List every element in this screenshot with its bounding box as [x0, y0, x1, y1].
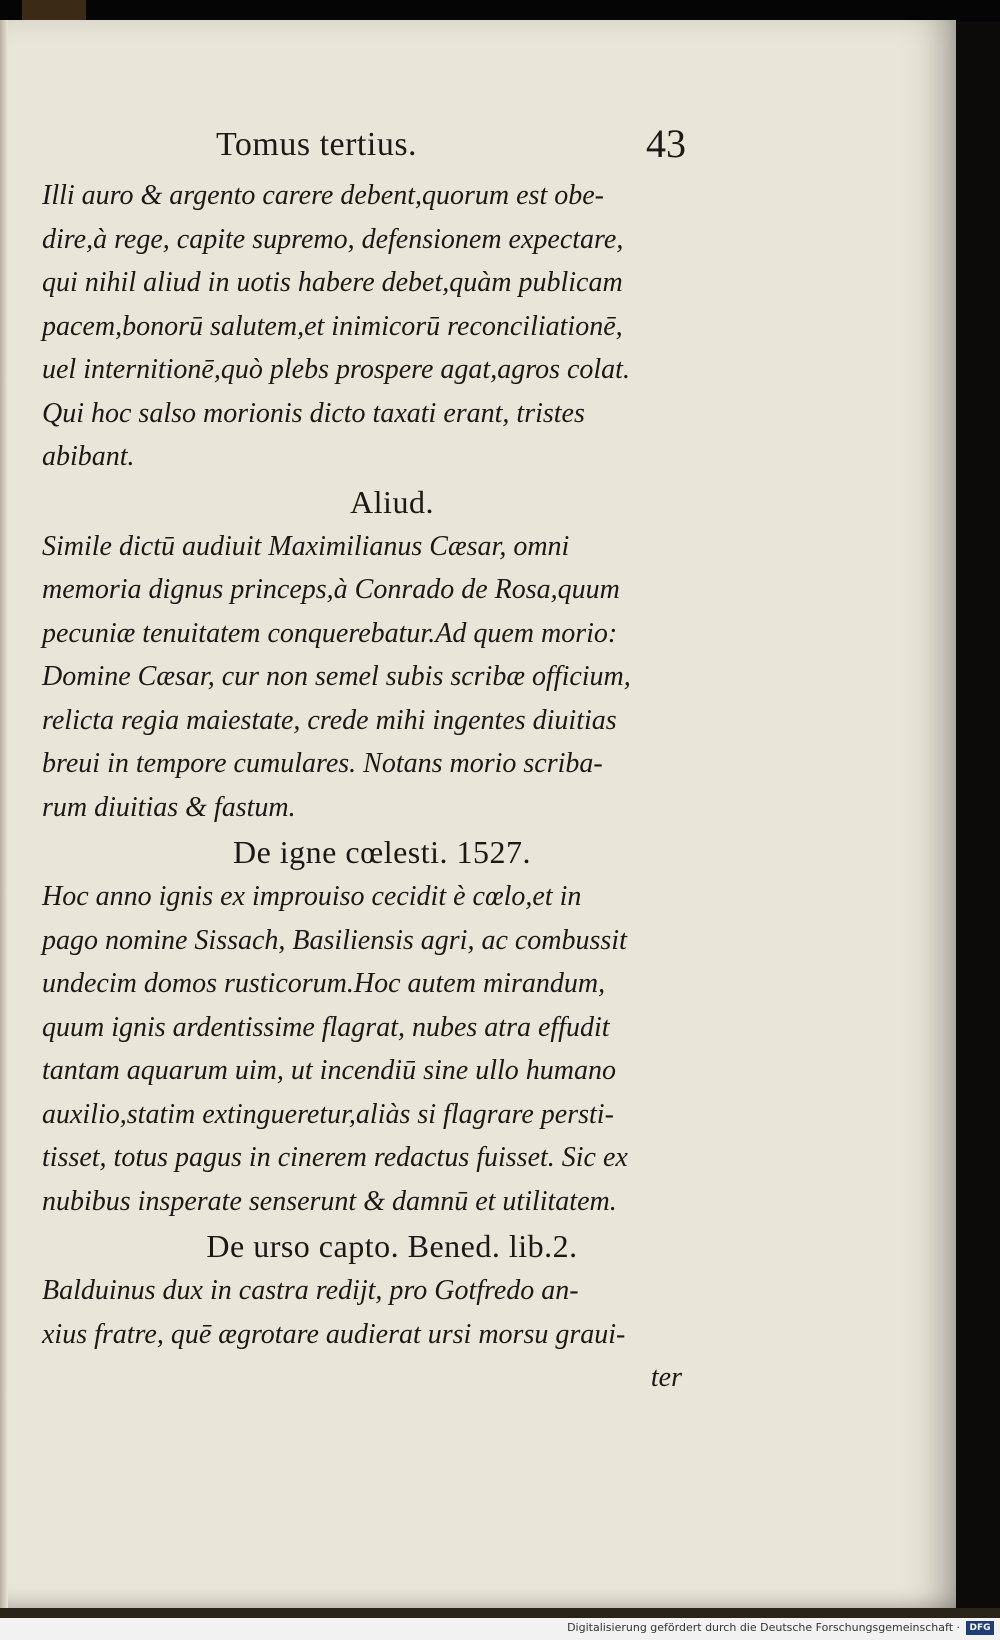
- running-head: [216, 121, 686, 176]
- paragraph-de-urso: [42, 1269, 682, 1400]
- running-head-title: Tomus tertius.: [216, 126, 418, 163]
- text-line: auxilio,statim extingueretur,aliàs si flagrare persti-: [42, 1098, 614, 1130]
- scan-top-border: [0, 0, 1000, 22]
- text-line: pago nomine Sissach, Basiliensis agri, ac combussit: [42, 924, 627, 956]
- paragraph-aliud: [42, 525, 682, 830]
- section-heading-de-urso: De urso capto. Bened. lib.2.: [206, 1228, 578, 1264]
- text-line: Illi auro & argento carere debent,quorum est obe-: [42, 180, 604, 211]
- text-line: Domine Cæsar, cur non semel subis scribæ officium,: [42, 661, 631, 692]
- text-line: dire,à rege, capite supremo, defensionem expectare,: [42, 223, 624, 255]
- page-number: 43: [646, 121, 686, 166]
- text-line: undecim domos rusticorum.Hoc autem mirandum,: [42, 968, 606, 999]
- footer-bar: [0, 1618, 1000, 1640]
- text-line: nubibus insperate senserunt & damnū et utilitatem.: [42, 1185, 617, 1217]
- binding-tab: [22, 0, 86, 22]
- text-line: pacem,bonorū salutem,et inimicorū reconciliationē,: [42, 310, 623, 342]
- text-line: Qui hoc salso morionis dicto taxati erant, tristes: [42, 397, 585, 429]
- page-gutter-edge: [0, 20, 8, 1608]
- text-line: breui in tempore cumulares. Notans morio scriba-: [42, 748, 603, 779]
- text-line: abibant.: [42, 441, 135, 472]
- text-line: memoria dignus princeps,à Conrado de Rosa,quum: [42, 574, 620, 605]
- funding-credit: Digitalisierung gefördert durch die Deutsche Forschungsgemeinschaft ·: [567, 1621, 960, 1634]
- text-line: Balduinus dux in castra rediјt, pro Gotfredo an-: [42, 1275, 579, 1306]
- section-heading-de-igne: De igne cœlesti. 1527.: [232, 834, 532, 870]
- text-line: xius fratre, quē ægrotare audierat ursi morsu graui-: [42, 1318, 626, 1350]
- text-line: Simile dictū audiuit Maximilianus Cæsar, omni: [42, 530, 570, 562]
- text-line: rum diuitias & fastum.: [42, 791, 296, 823]
- text-line: tantam aquarum uim, ut incendiū sine ullo humano: [42, 1055, 616, 1086]
- catchword: ter: [650, 1362, 682, 1393]
- scan-bottom-border: [0, 1608, 1000, 1618]
- text-line: Hoc anno ignis ex improuiso cecidit è cœlo,et in: [42, 881, 582, 912]
- dfg-logo-icon: DFG: [966, 1621, 994, 1635]
- paragraph-illi: [42, 174, 682, 479]
- text-line: pecuniæ tenuitatem conquerebatur.Ad quem morio:: [42, 617, 618, 649]
- text-line: tisset, totus pagus in cinerem redactus fuisset. Sic ex: [42, 1142, 628, 1173]
- text-line: uel internitionē,quò plebs prospere agat,agros colat.: [42, 354, 630, 385]
- text-line: relicta regia maiestate, crede mihi ingentes diuitias: [42, 704, 617, 736]
- section-heading-aliud: Aliud.: [350, 483, 434, 520]
- paragraph-de-igne: [42, 875, 682, 1223]
- text-line: quum ignis ardentissime flagrat, nubes atra effudit: [42, 1011, 610, 1043]
- page-text: [42, 174, 682, 1400]
- text-line: qui nihil aliud in uotis habere debet,quàm publicam: [42, 267, 623, 298]
